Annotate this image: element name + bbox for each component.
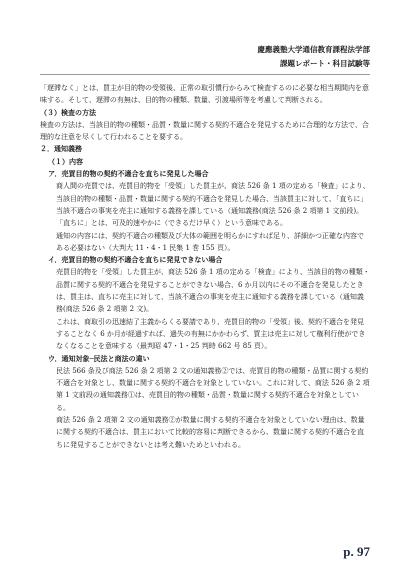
page-number: p. 97 bbox=[343, 544, 370, 559]
section-heading: ２．通知義務 bbox=[40, 144, 82, 154]
subsection-heading: ウ．通知対象─民法と商法の違い bbox=[48, 353, 150, 363]
document-body bbox=[40, 82, 370, 534]
paragraph: これは、商取引の迅速結了主義からくる要請であり、売買目的物の「受領」後、契約不適合を発見することなく 6 か月が経過すれば、過失の有無にかかわらず、買主は売主に対して権利行使ができなくなることを意味する（最判昭 47・1・25 判時 662 号 85 頁）。 bbox=[56, 317, 366, 351]
header-subtitle: 課題レポート・科目試験等 bbox=[280, 59, 370, 68]
subsection-heading: （１）内容 bbox=[48, 156, 83, 166]
paragraph: 商法 526 条 2 項第 2 文の通知義務②が数量に関する契約不適合を対象としていない理由は、数量に関する契約不適合は、買主において比較的容易に判断できるから、数量に関する契約不適合を直ちに発見することができないとは考え難いためといわれる。 bbox=[56, 416, 365, 449]
paragraph: 民法 566 条及び商法 526 条 2 項第 2 文の通知義務②では、売買目的物の種類・品質に関する契約不適合を対象とし、数量に関する契約不適合を対象としていない。これに対して、商法 526 条 2 項第 1 文前段の通知義務①は、売買目的物の種類・品質・数量に関する契約不適合を対象としている。 bbox=[56, 366, 370, 412]
paragraph: 検査の方法は、当該目的物の種類・品質・数量に関する契約不適合を発見するために合理的な方法で、合理的な注意を尽くして行われることを要する。 bbox=[40, 120, 369, 142]
paragraph: 「直ちに」とは、可及的速やかに（できるだけ早く）という意味である。 bbox=[56, 219, 287, 228]
section-heading: （３）検査の方法 bbox=[40, 107, 96, 117]
paragraph: 商人間の売買では、売買目的物を「受領」した買主が、商法 526 条 1 項の定める「検査」により、当該目的物の種類・品質・数量に関する契約不適合を発見した場合、当該買主に対して、「直ちに」当該不適合の事実を売主に通知する義務を課している（通知義務(商法 526 条 2 項第 1 文前段)。 bbox=[56, 182, 370, 215]
paragraph: 通知の内容には、契約不適合の種類及び大体の範囲を明らかにすれば足り、詳細かつ正確な内容である必要はない（大判大 11・4・1 民集 1 巻 155 頁）。 bbox=[56, 231, 364, 252]
paragraph: 「遅滞なく」とは、買主が目的物の受領後、正常の取引慣行からみて検査するのに必要な相当期間内を意味する。そして、遅滞の有無は、目的物の種類、数量、引渡場所等を考慮して判断される。 bbox=[40, 84, 369, 105]
paragraph: 売買目的物を「受領」した買主が、商法 526 条 1 項の定める「検査」により、当該目的物の種類・品質に関する契約不適合を発見することができない場合、6 か月以内にその不適合を発見したときは、買主は、直ちに売主に対して、当該不適合の事実を売主に通知する義務を課している（通知義務(商法 526 条 2 項第 2 文)。 bbox=[56, 268, 370, 314]
header-divider bbox=[40, 74, 370, 75]
subsection-heading: イ．売買目的物の契約不適合を直ちに発見できない場合 bbox=[48, 255, 223, 265]
header-institution: 慶應義塾大学通信教育課程法学部 bbox=[257, 45, 370, 54]
subsection-heading: ア．売買目的物の契約不適合を直ちに発見した場合 bbox=[48, 169, 209, 179]
